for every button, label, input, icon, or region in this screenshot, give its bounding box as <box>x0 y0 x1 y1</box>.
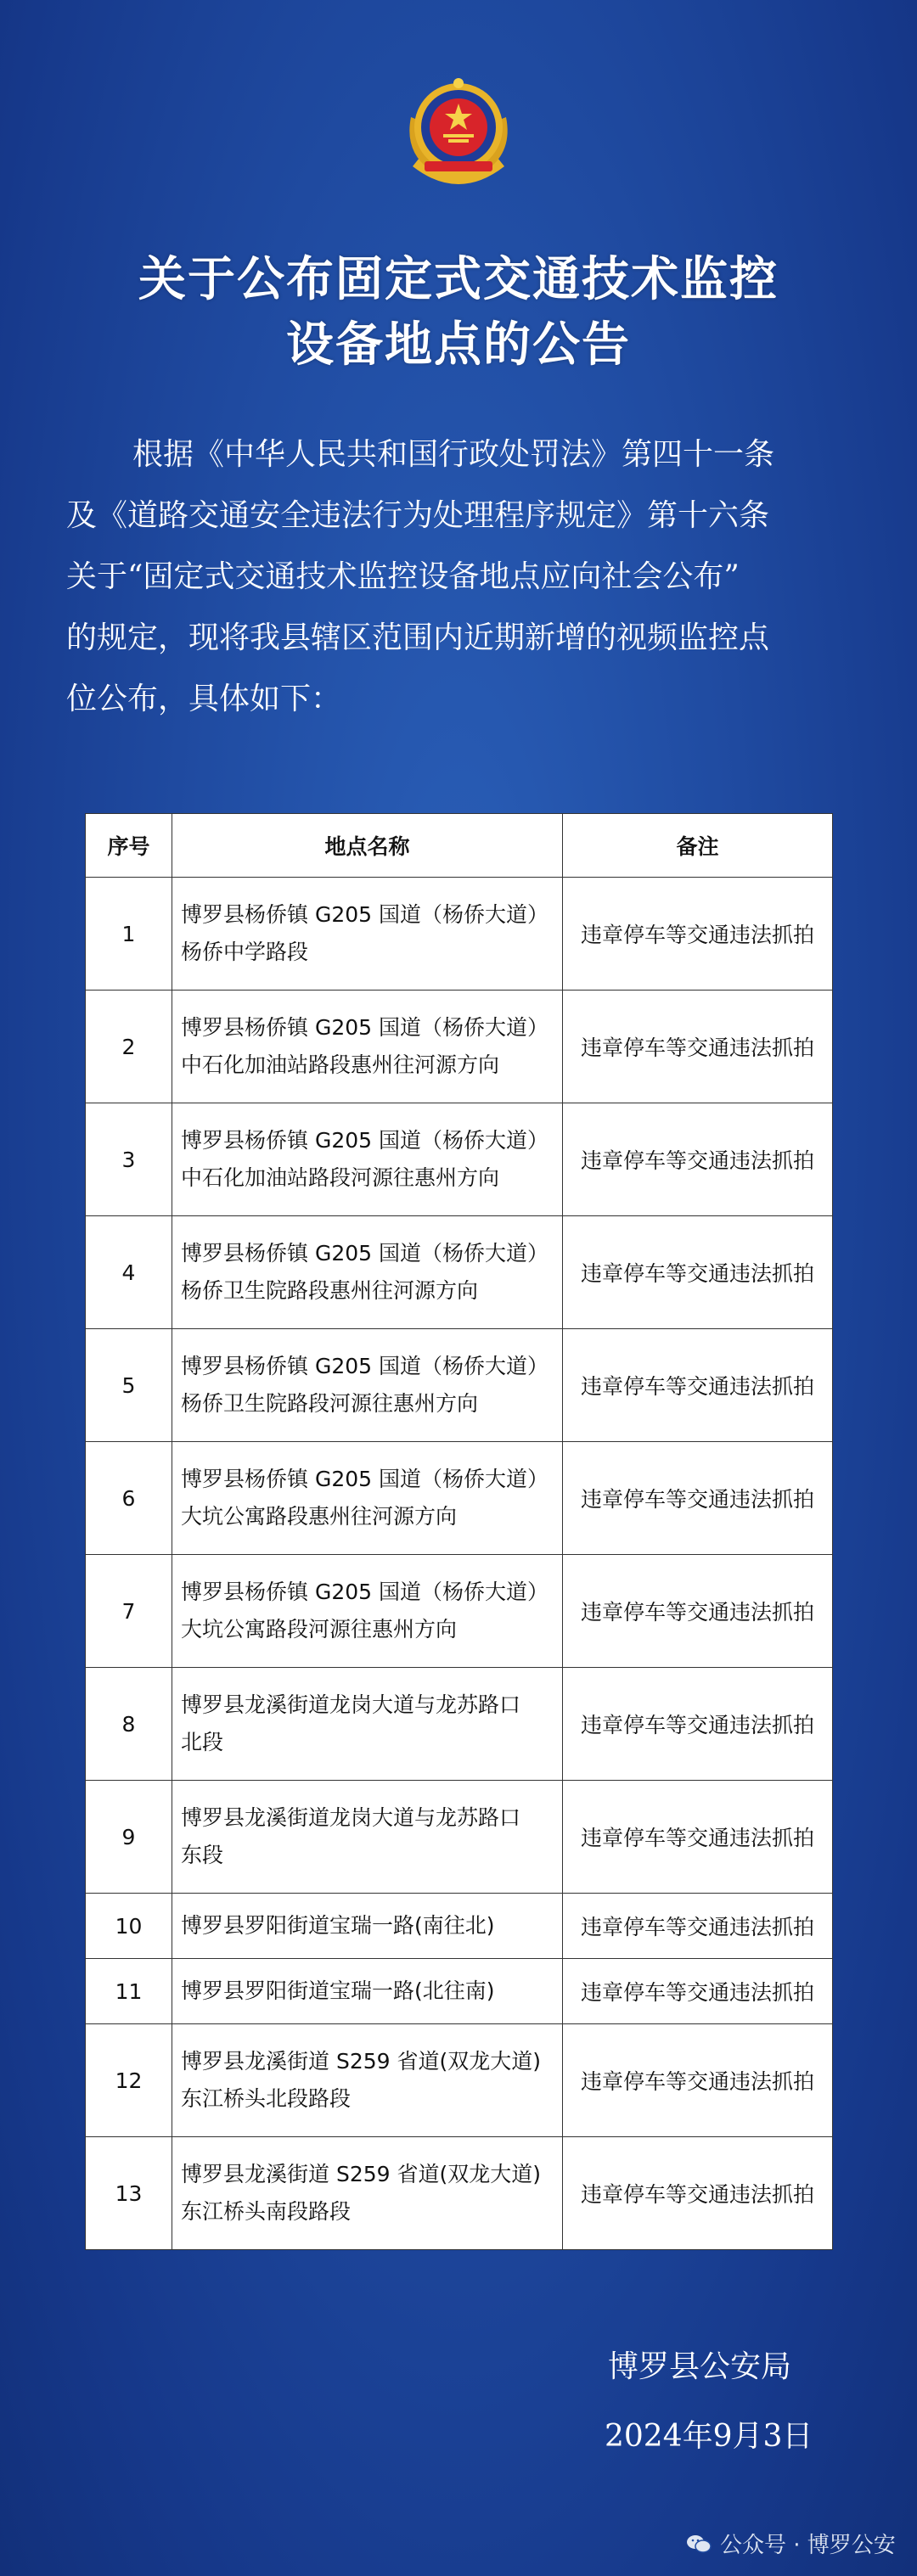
table-row <box>86 1103 833 1216</box>
row-location <box>172 1442 563 1555</box>
row-note: 违章停车等交通违法抓拍 <box>563 1781 833 1894</box>
intro-line: 的规定，现将我县辖区范围内近期新增的视频监控点 <box>66 620 770 655</box>
location-line: 博罗县龙溪街道 S259 省道(双龙大道) <box>181 2162 541 2186</box>
intro-paragraph <box>66 424 856 730</box>
row-number: 2 <box>86 991 172 1103</box>
table-row <box>86 2137 833 2250</box>
location-line: 博罗县杨侨镇 G205 国道（杨侨大道） <box>181 1580 549 1604</box>
table-row <box>86 1959 833 2024</box>
row-note: 违章停车等交通违法抓拍 <box>563 1959 833 2024</box>
row-note: 违章停车等交通违法抓拍 <box>563 1216 833 1329</box>
table-row <box>86 878 833 991</box>
row-number: 13 <box>86 2137 172 2250</box>
row-note: 违章停车等交通违法抓拍 <box>563 1329 833 1442</box>
location-line: 博罗县杨侨镇 G205 国道（杨侨大道） <box>181 1128 549 1153</box>
header-number: 序号 <box>86 814 172 878</box>
location-line: 杨侨卫生院路段惠州往河源方向 <box>181 1278 479 1303</box>
row-note: 违章停车等交通违法抓拍 <box>563 1894 833 1959</box>
table-row <box>86 1894 833 1959</box>
location-line: 博罗县龙溪街道 S259 省道(双龙大道) <box>181 2049 541 2074</box>
row-location <box>172 2024 563 2137</box>
table-row <box>86 1555 833 1668</box>
watermark-text: 公众号 · 博罗公安 <box>720 2533 896 2558</box>
intro-line: 及《道路交通安全违法行为处理程序规定》第十六条 <box>66 498 770 533</box>
row-number: 10 <box>86 1894 172 1959</box>
row-number: 5 <box>86 1329 172 1442</box>
row-location <box>172 878 563 991</box>
location-line: 东江桥头南段路段 <box>181 2199 352 2224</box>
row-location <box>172 1781 563 1894</box>
row-location <box>172 991 563 1103</box>
row-number: 8 <box>86 1668 172 1781</box>
table-row <box>86 1216 833 1329</box>
location-line: 杨侨中学路段 <box>181 940 309 964</box>
location-line: 东段 <box>181 1843 224 1867</box>
intro-line: 关于“固定式交通技术监控设备地点应向社会公布” <box>66 559 740 594</box>
location-line: 博罗县杨侨镇 G205 国道（杨侨大道） <box>181 1015 549 1040</box>
row-note: 违章停车等交通违法抓拍 <box>563 878 833 991</box>
row-note: 违章停车等交通违法抓拍 <box>563 2024 833 2137</box>
location-line: 博罗县杨侨镇 G205 国道（杨侨大道） <box>181 902 549 927</box>
watermark <box>686 2528 896 2559</box>
location-line: 中石化加油站路段惠州往河源方向 <box>181 1052 500 1077</box>
table-row <box>86 1442 833 1555</box>
issuing-organization: 博罗县公安局 <box>608 2349 792 2384</box>
row-location <box>172 2137 563 2250</box>
table-row <box>86 991 833 1103</box>
table-row <box>86 1329 833 1442</box>
row-location <box>172 1216 563 1329</box>
row-number: 4 <box>86 1216 172 1329</box>
row-number: 12 <box>86 2024 172 2137</box>
row-note: 违章停车等交通违法抓拍 <box>563 2137 833 2250</box>
row-location <box>172 1668 563 1781</box>
intro-line: 位公布，具体如下： <box>66 682 342 716</box>
row-note: 违章停车等交通违法抓拍 <box>563 1103 833 1216</box>
location-line: 博罗县罗阳街道宝瑞一路(北往南) <box>181 1978 495 2003</box>
location-line: 北段 <box>181 1730 224 1754</box>
issue-date: 2024年9月3日 <box>605 2419 813 2454</box>
location-line: 博罗县杨侨镇 G205 国道（杨侨大道） <box>181 1467 549 1491</box>
row-number: 6 <box>86 1442 172 1555</box>
location-line: 博罗县罗阳街道宝瑞一路(南往北) <box>181 1913 495 1938</box>
row-number: 3 <box>86 1103 172 1216</box>
row-number: 1 <box>86 878 172 991</box>
row-location <box>172 1555 563 1668</box>
row-note: 违章停车等交通违法抓拍 <box>563 991 833 1103</box>
header-note: 备注 <box>563 814 833 878</box>
location-line: 博罗县杨侨镇 G205 国道（杨侨大道） <box>181 1354 549 1378</box>
location-line: 大坑公寓路段惠州往河源方向 <box>181 1504 458 1529</box>
table-header-row <box>86 814 833 878</box>
location-line: 中石化加油站路段河源往惠州方向 <box>181 1165 500 1190</box>
location-line: 大坑公寓路段河源往惠州方向 <box>181 1617 458 1642</box>
row-number: 9 <box>86 1781 172 1894</box>
row-location <box>172 1103 563 1216</box>
row-number: 7 <box>86 1555 172 1668</box>
header-location: 地点名称 <box>172 814 563 878</box>
row-location <box>172 1329 563 1442</box>
wechat-icon <box>686 2534 712 2554</box>
page-title-line2: 设备地点的公告 <box>286 317 631 373</box>
table-row <box>86 1668 833 1781</box>
intro-line: 根据《中华人民共和国行政处罚法》第四十一条 <box>132 437 775 472</box>
page-title-line1: 关于公布固定式交通技术监控 <box>138 252 779 307</box>
row-note: 违章停车等交通违法抓拍 <box>563 1555 833 1668</box>
police-emblem-icon <box>396 66 521 194</box>
row-number: 11 <box>86 1959 172 2024</box>
row-location <box>172 1959 563 2024</box>
row-note: 违章停车等交通违法抓拍 <box>563 1668 833 1781</box>
location-line: 东江桥头北段路段 <box>181 2086 352 2111</box>
location-line: 博罗县龙溪街道龙岗大道与龙苏路口 <box>181 1692 521 1717</box>
table-row <box>86 2024 833 2137</box>
location-line: 博罗县杨侨镇 G205 国道（杨侨大道） <box>181 1241 549 1266</box>
row-note: 违章停车等交通违法抓拍 <box>563 1442 833 1555</box>
table-row <box>86 1781 833 1894</box>
camera-location-table <box>85 813 833 2250</box>
row-location <box>172 1894 563 1959</box>
location-line: 杨侨卫生院路段河源往惠州方向 <box>181 1391 479 1416</box>
location-line: 博罗县龙溪街道龙岗大道与龙苏路口 <box>181 1805 521 1830</box>
